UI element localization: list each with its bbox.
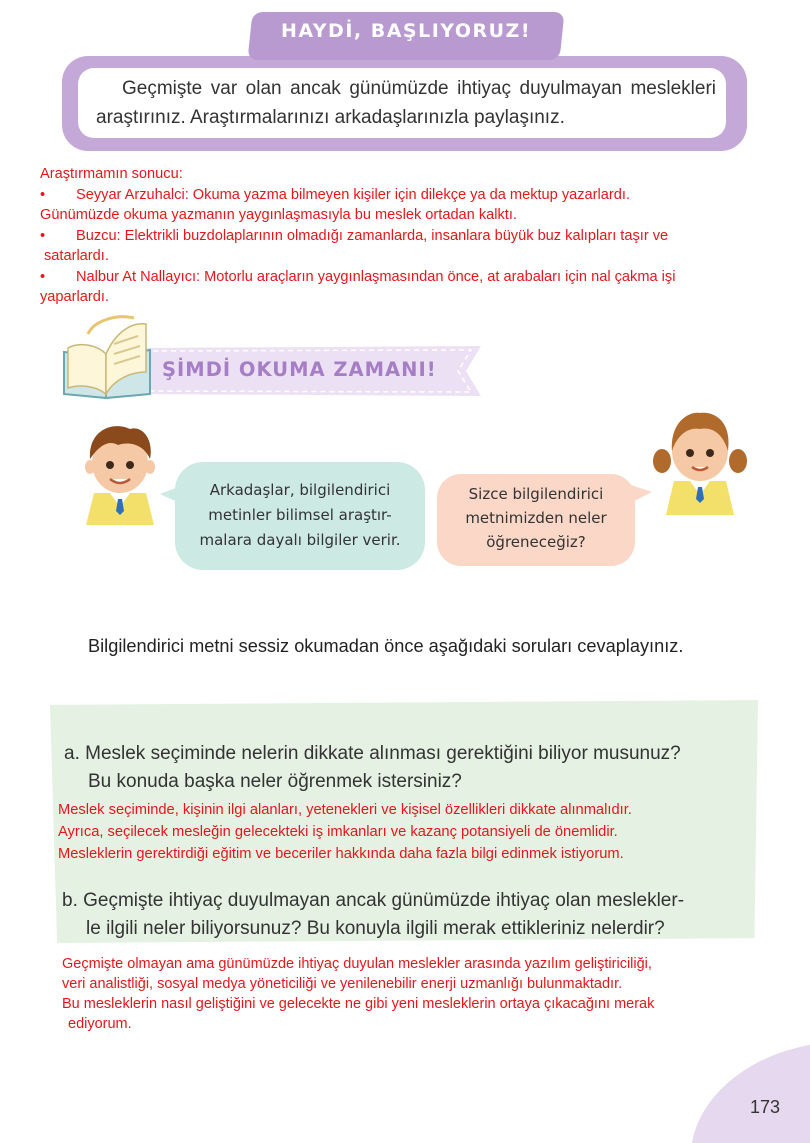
- speech-line: metnimizden neler: [465, 509, 607, 527]
- instruction-text: Bilgilendirici metni sessiz okumadan önce aşağıdaki soruları cevaplayınız.: [88, 636, 684, 656]
- item-text: Seyyar Arzuhalci: Okuma yazma bilmeyen kişiler için dilekçe ya da mektup yazarlardı.: [76, 186, 630, 203]
- girl-speech: [440, 482, 632, 554]
- answer-line: veri analistliği, sosyal medya yöneticiliği ve yenilenebilir enerji uzmanlığı bulunmaktadır.: [62, 976, 623, 992]
- girl-character: [650, 405, 750, 515]
- item-text: Buzcu: Elektrikli buzdolaplarının olmadığı zamanlarda, insanlara büyük buz kalıpları taşır ve: [76, 227, 669, 244]
- question-line: b. Geçmişte ihtiyaç duyulmayan ancak günümüzde ihtiyaç olan meslekler-: [62, 890, 685, 911]
- answer-a: [58, 799, 778, 865]
- bullet: •: [40, 227, 46, 244]
- question-line: Bu konuda başka neler öğrenmek istersiniz?: [88, 771, 462, 792]
- speech-line: metinler bilimsel araştır-: [208, 506, 392, 524]
- list-item: [40, 267, 790, 288]
- answer-line: ediyorum.: [68, 1016, 132, 1032]
- item-text-cont: Günümüzde okuma yazmanın yaygınlaşmasıyla bu meslek ortadan kalktı.: [40, 207, 517, 223]
- speech-line: Arkadaşlar, bilgilendirici: [209, 481, 391, 499]
- answer-line: Ayrıca, seçilecek mesleğin gelecekteki iş imkanları ve kazanç potansiyeli de önemlidir.: [58, 824, 618, 840]
- answer-line: Meslek seçiminde, kişinin ilgi alanları, yetenekleri ve kişisel özellikleri dikkate alınmalıdır.: [58, 802, 632, 818]
- speech-line: Sizce bilgilendirici: [468, 485, 604, 503]
- section-title: HAYDİ, BAŞLIYORUZ!: [281, 20, 531, 42]
- item-text-cont: satarlardı.: [44, 248, 109, 264]
- answer-line: Geçmişte olmayan ama günümüzde ihtiyaç duyulan meslekler arasında yazılım geliştiriciliği,: [62, 956, 652, 972]
- reading-title: ŞİMDİ OKUMA ZAMANI!: [162, 358, 437, 381]
- page-number: 173: [749, 1097, 781, 1117]
- bullet: •: [40, 268, 46, 285]
- item-text: Nalbur At Nallayıcı: Motorlu araçların yaygınlaşmasından önce, at arabaları için nal çakma işi: [76, 268, 676, 285]
- answer-line: Bu mesleklerin nasıl geliştiğini ve gelecekte ne gibi yeni mesleklerin ortaya çıkacağını merak: [62, 996, 655, 1012]
- question-line: le ilgili neler biliyorsunuz? Bu konuyla ilgili merak ettikleriniz nelerdir?: [86, 918, 665, 939]
- page-corner: [640, 1045, 810, 1143]
- answer-b: [62, 954, 792, 1034]
- question-line: a. Meslek seçiminde nelerin dikkate alınması gerektiğini biliyor musunuz?: [64, 743, 681, 764]
- list-item: [40, 185, 790, 206]
- list-item: [40, 226, 790, 247]
- answer-line: Mesleklerin gerektirdiği eğitim ve beceriler hakkında daha fazla bilgi edinmek istiyorum.: [58, 846, 624, 862]
- research-answer: [40, 164, 790, 308]
- book-icon: [58, 314, 156, 400]
- boy-character: [70, 415, 170, 525]
- bullet: •: [40, 186, 46, 203]
- question-b: [62, 887, 756, 943]
- speech-line: malara dayalı bilgiler verir.: [199, 531, 401, 549]
- task-text: Geçmişte var olan ancak günümüzde ihtiyaç duyulmayan meslekleri araştırınız. Araştırmalarınızı arkadaşlarınızla paylaşınız.: [96, 78, 716, 128]
- boy-speech: [178, 478, 422, 553]
- speech-line: öğreneceğiz?: [486, 533, 586, 551]
- research-heading: Araştırmamın sonucu:: [40, 166, 183, 182]
- item-text-cont: yaparlardı.: [40, 289, 109, 305]
- question-a: [64, 740, 758, 796]
